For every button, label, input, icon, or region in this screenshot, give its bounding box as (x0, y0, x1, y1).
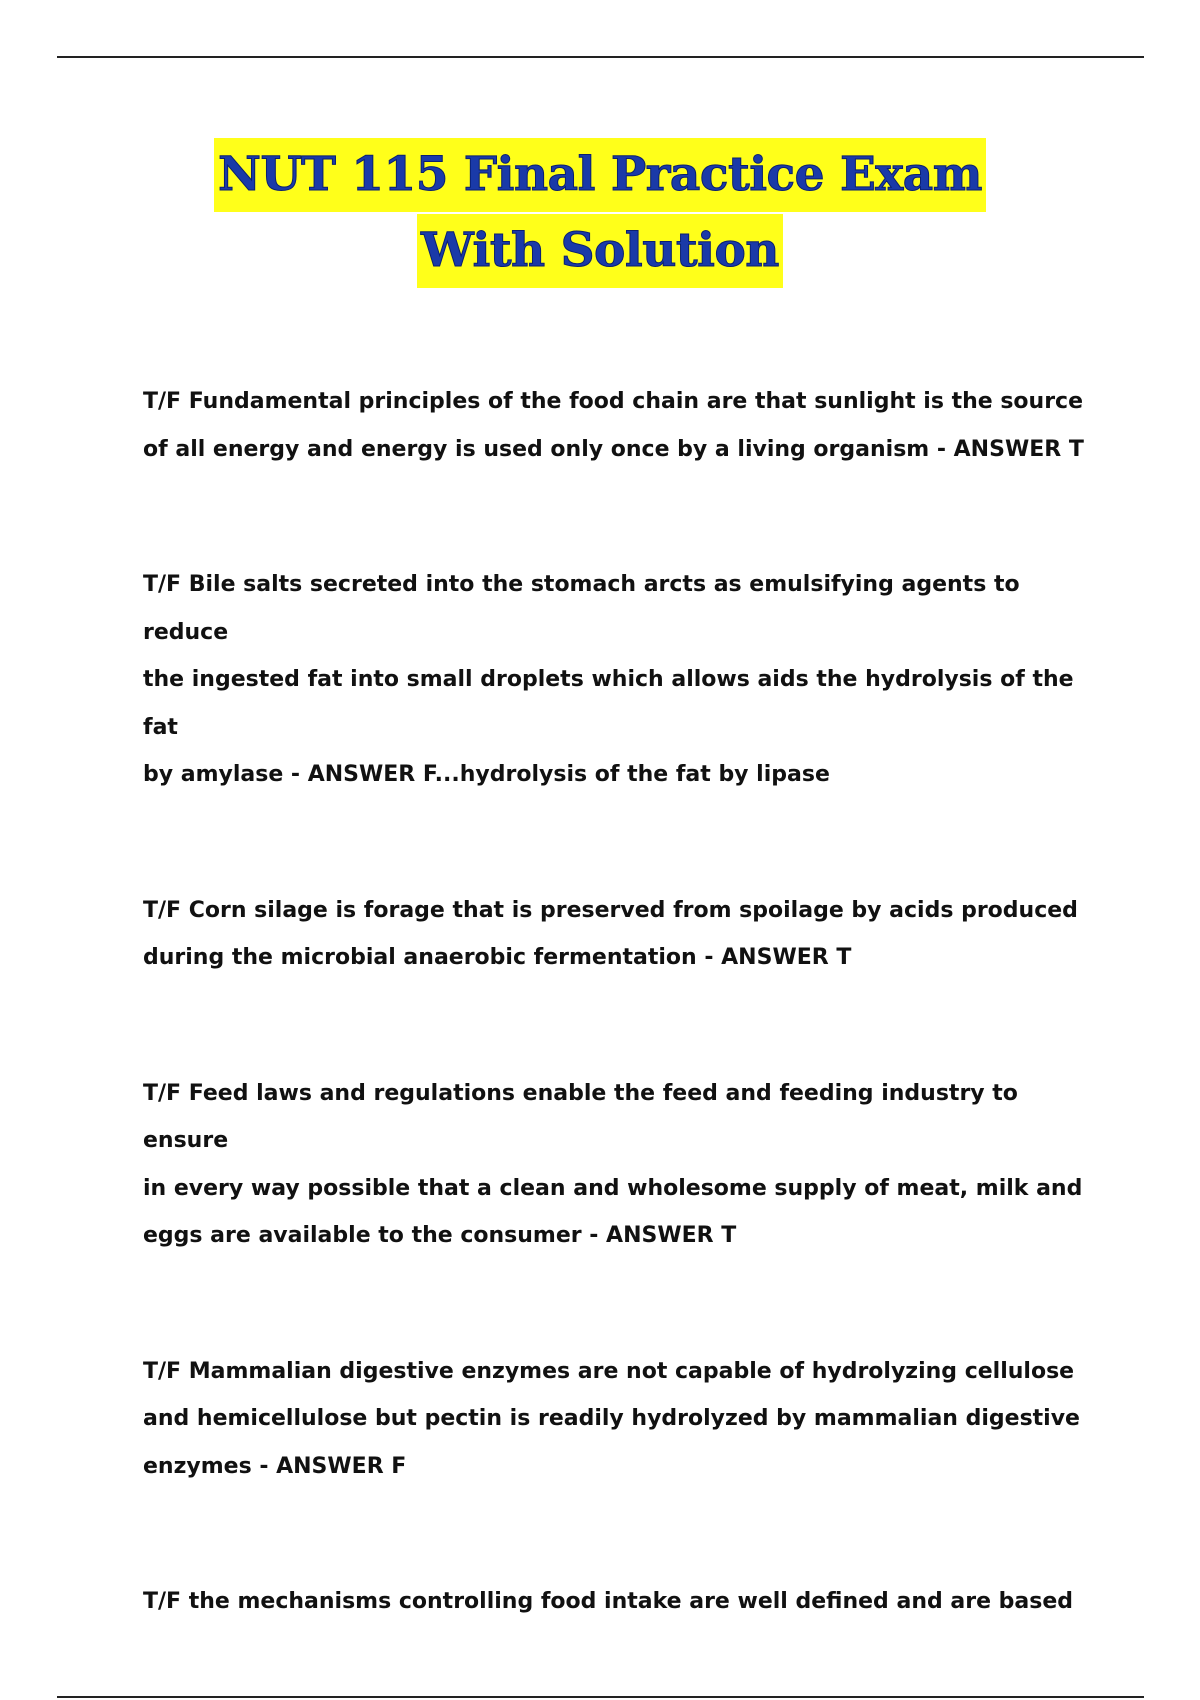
question-item: T/F Feed laws and regulations enable the feed and feeding industry to ensure in every way possible that a clean and wholesome supply of meat, milk and eggs are available to the consumer - ANSWER T (143, 1080, 1083, 1248)
title-line-1: NUT 115 Final Practice Exam (214, 138, 986, 212)
question-item: T/F the mechanisms controlling food intake are well defined and are based (143, 1589, 1074, 1614)
question-item: T/F Bile salts secreted into the stomach arcts as emulsifying agents to reduce the ingested fat into small droplets which allows aids the hydrolysis of the fat by amylase - ANSWER F...hydrolysis of the fat by lipase (143, 572, 1074, 787)
question-item: T/F Mammalian digestive enzymes are not capable of hydrolyzing cellulose and hemicellulose but pectin is readily hydrolyzed by mammalian digestive enzymes - ANSWER F (143, 1358, 1080, 1479)
header-rule (57, 56, 1144, 58)
question-item: T/F Fundamental principles of the food chain are that sunlight is the source of all energy and energy is used only once by a living organism - ANSWER T (143, 389, 1084, 462)
title-line-2: With Solution (417, 214, 783, 288)
footer-rule (57, 1696, 1144, 1698)
document-title (0, 138, 1200, 288)
question-item: T/F Corn silage is forage that is preserved from spoilage by acids produced during the microbial anaerobic fermentation - ANSWER T (143, 897, 1078, 970)
question-list (143, 378, 1103, 1626)
